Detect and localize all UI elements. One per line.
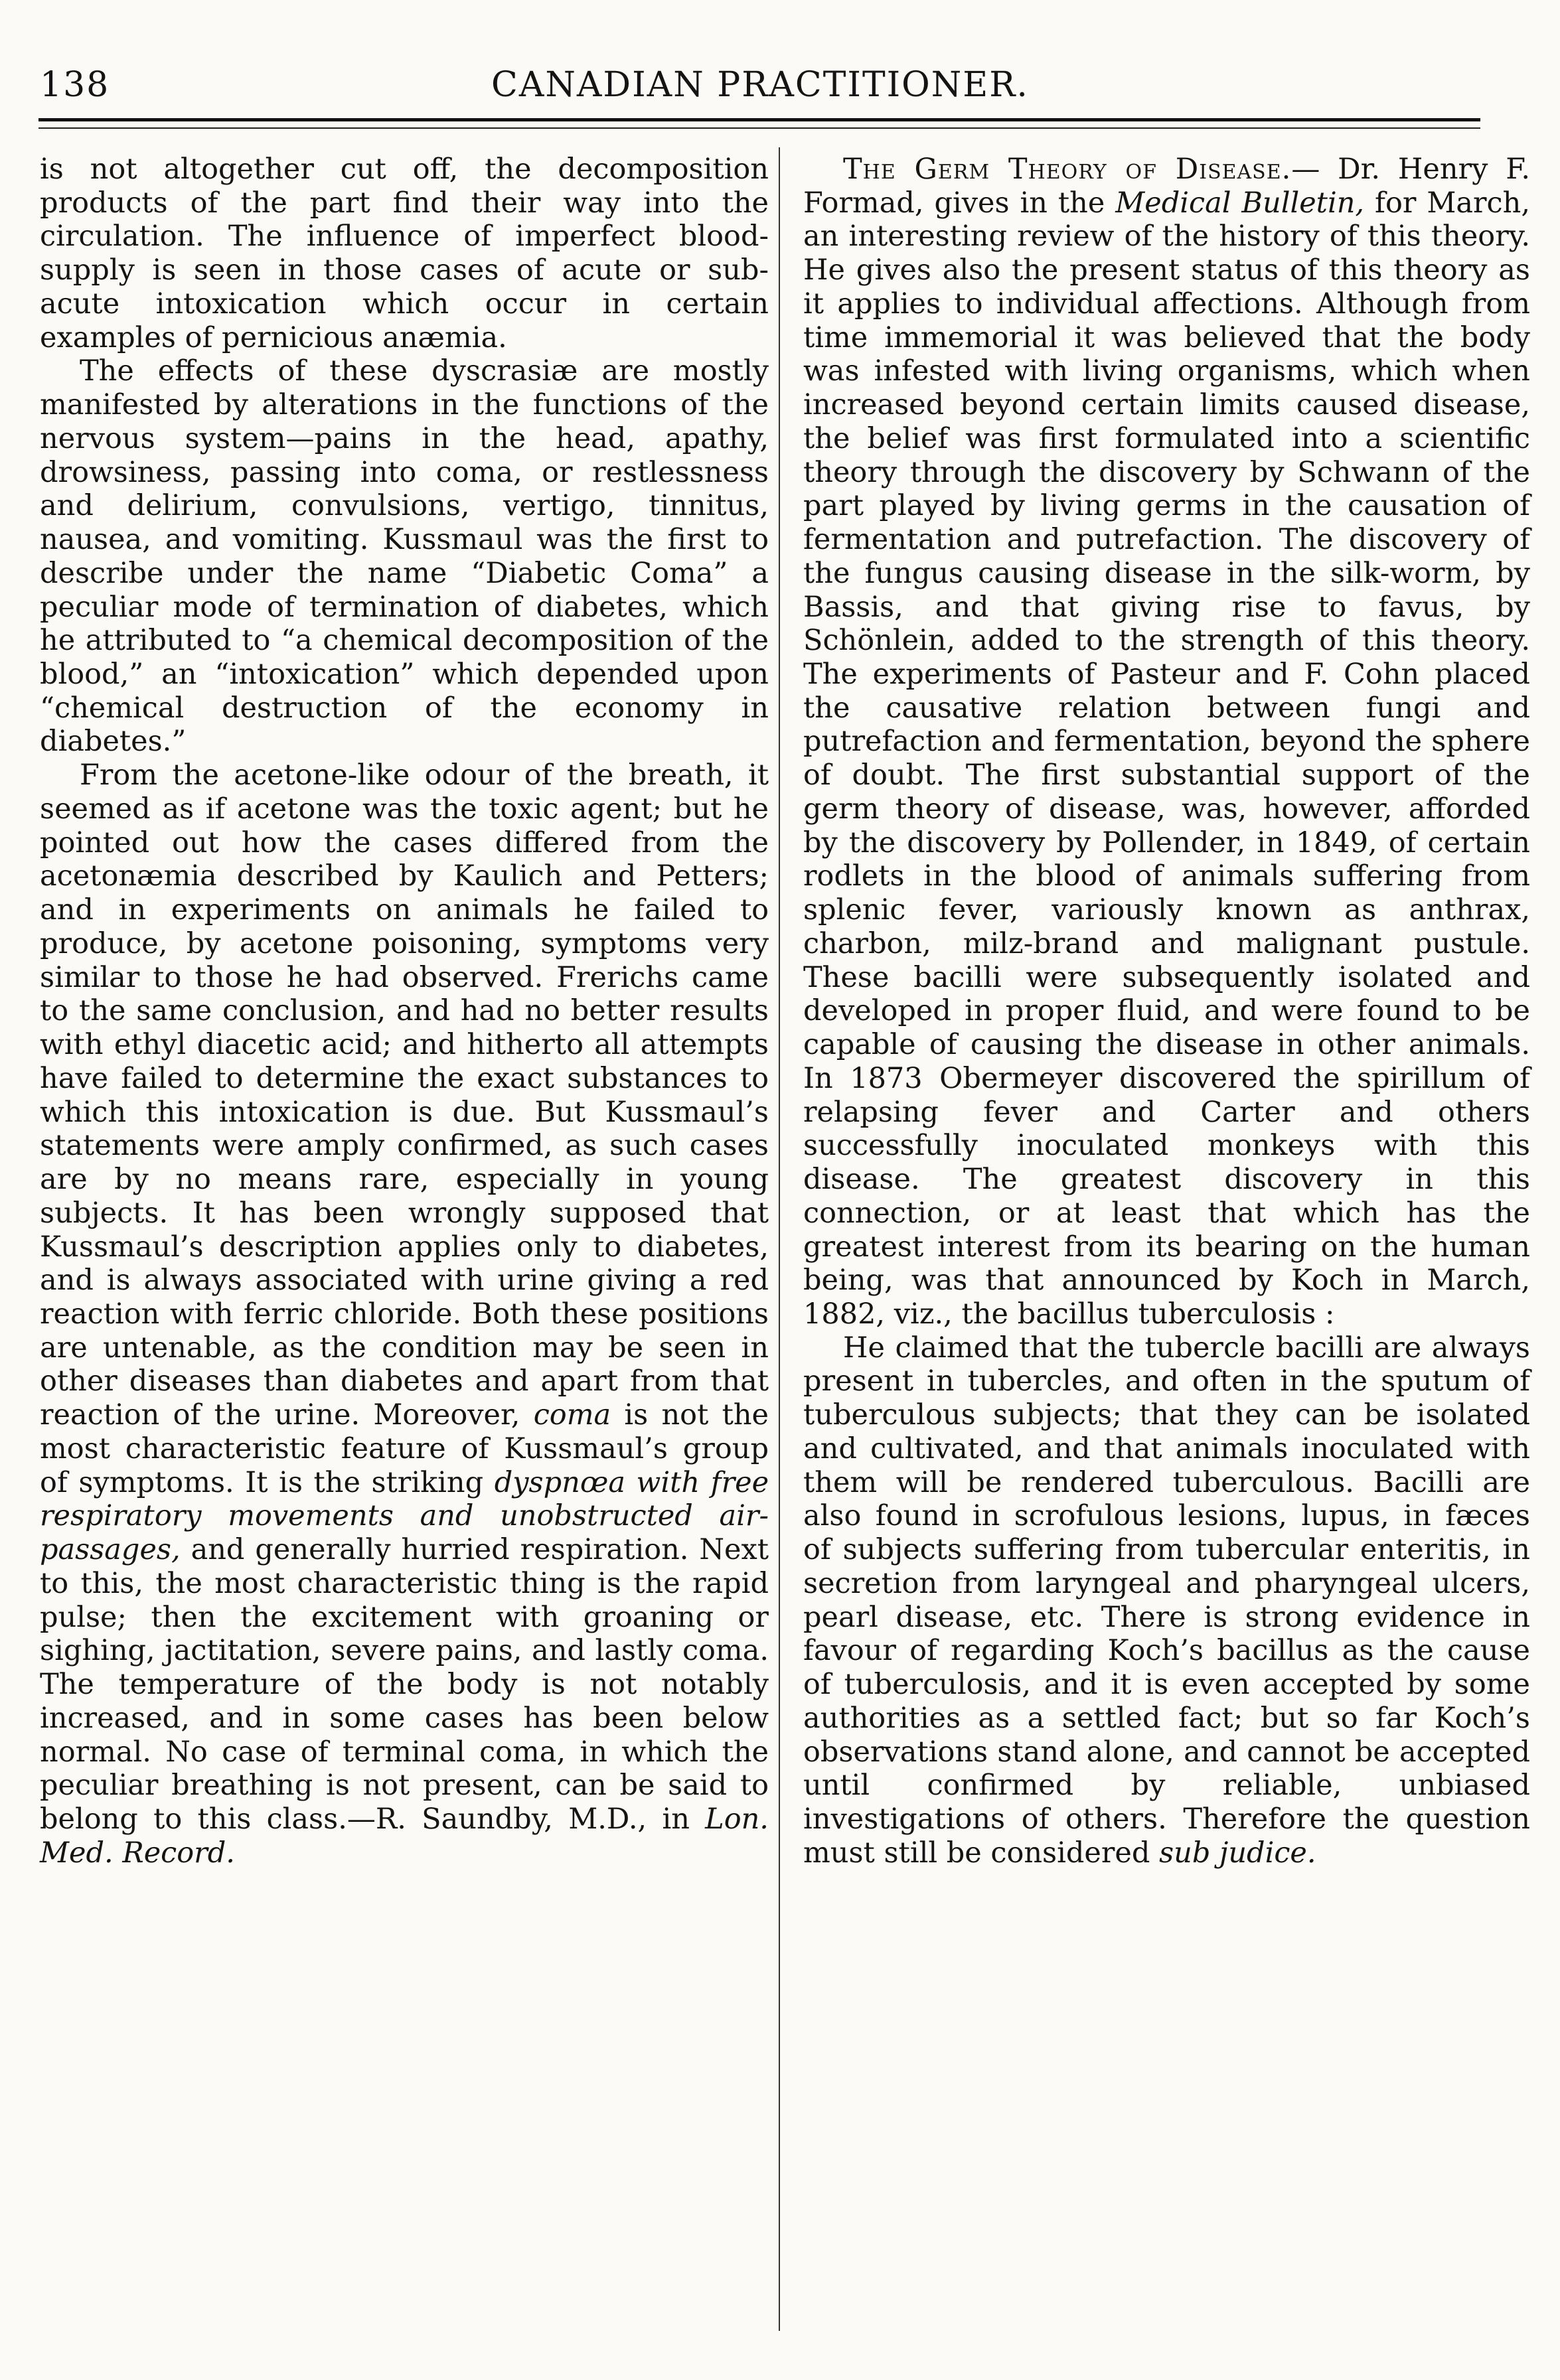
paragraph: He claimed that the tubercle bacilli are always present in tubercles, and often in the sputum of tuberculous subjects; that they can be isolated and cultivated, and that animals inoculated with them will be rendered tuberculous. Bacilli are also found in scrofulous lesions, lupus, in fæces of subjects suffering from tubercular enteritis, in secretion from laryngeal and pharyngeal ulcers, pearl disease, etc. There is strong evidence in favour of regarding Koch’s bacillus as the cause of tuberculosis, and it is even accepted by some authorities as a settled fact; but so far Koch’s observations stand alone, and cannot be accepted until confirmed by reliable, unbiased investigations of others. Therefore the question must still be considered sub judice. (803, 1331, 1530, 1870)
paragraph: From the acetone-like odour of the breath, it seemed as if acetone was the toxic agent; but he pointed out how the cases differed from the acetonæmia described by Kaulich and Petters; and in experiments on animals he failed to produce, by acetone poisoning, symptoms very similar to those he had observed. Frerichs came to the same conclusion, and had no better results with ethyl diacetic acid; and hitherto all attempts have failed to determine the exact substances to which this intoxication is due. But Kussmaul’s statements were amply confirmed, as such cases are by no means rare, especially in young subjects. It has been wrongly supposed that Kussmaul’s description applies only to diabetes, and is always associated with urine giving a red reaction with ferric chloride. Both these positions are untenable, as the condition may be seen in other diseases than diabetes and apart from that reaction of the urine. Moreover, coma is not the most characteristic feature of Kussmaul’s group of symptoms. It is the striking dyspnœa with free respiratory movements and unobstructed air-passages, and generally hurried respiration. Next to this, the most characteristic thing is the rapid pulse; then the excitement with groaning or sighing, jactitation, severe pains, and lastly coma. The temperature of the body is not notably increased, and in some cases has been below normal. No case of terminal coma, in which the peculiar breathing is not present, can be said to belong to this class.—R. Saundby, M.D., in Lon. Med. Record. (40, 759, 769, 1870)
italic-term: coma (533, 1398, 611, 1432)
source-citation: Lon. Med. Record. (40, 1802, 769, 1870)
right-column (803, 153, 1530, 1870)
header-rule-thin (39, 127, 1480, 129)
header-rule-thick (39, 118, 1480, 121)
left-column (40, 153, 769, 1870)
journal-title: CANADIAN PRACTITIONER. (491, 65, 1029, 105)
paragraph: The effects of these dyscrasiæ are mostly manifested by alterations in the functions of the nervous system—pains in the head, apathy, drowsiness, passing into coma, or restlessness and delirium, convulsions, vertigo, tinnitus, nausea, and vomiting. Kussmaul was the first to describe under the name “Diabetic Coma” a peculiar mode of termination of diabetes, which he attributed to “a chemical decomposition of the blood,” an “intoxication” which depended upon “chemical destruction of the economy in diabetes.” (40, 354, 769, 759)
column-divider (779, 147, 780, 2331)
journal-name: Medical Bulletin, (1115, 186, 1365, 220)
page-number: 138 (40, 65, 110, 105)
italic-phrase: dyspnœa with free respiratory movements and unobstructed air-passages, (40, 1465, 769, 1567)
paragraph: The Germ Theory of Disease.— Dr. Henry F. Formad, gives in the Medical Bulletin, for March, an interesting review of the history of this theory. He gives also the present status of this theory as it applies to individual affections. Although from time immemorial it was believed that the body was infested with living organisms, which when increased beyond certain limits caused disease, the belief was first formulated into a scientific theory through the discovery by Schwann of the part played by living germs in the causation of fermentation and putrefaction. The discovery of the fungus causing disease in the silk-worm, by Bassis, and that giving rise to favus, by Schönlein, added to the strength of this theory. The experiments of Pasteur and F. Cohn placed the causative relation between fungi and putrefaction and fermentation, beyond the sphere of doubt. The first substantial support of the germ theory of disease, was, however, afforded by the discovery by Pollender, in 1849, of certain rodlets in the blood of animals suffering from splenic fever, variously known as anthrax, charbon, milz-brand and malignant pustule. These bacilli were subsequently isolated and developed in proper fluid, and were found to be capable of causing the disease in other animals. In 1873 Obermeyer discovered the spirillum of relapsing fever and Carter and others successfully inoculated monkeys with this disease. The greatest discovery in this connection, or at least that which has the greatest interest from its bearing on the human being, was that announced by Koch in March, 1882, viz., the bacillus tuberculosis : (803, 153, 1531, 1331)
paragraph: is not altogether cut off, the decomposition products of the part find their way into the circulation. The influence of imperfect blood-supply is seen in those cases of acute or sub-acute intoxication which occur in certain examples of pernicious anæmia. (40, 153, 769, 354)
italic-phrase: sub judice. (1159, 1836, 1316, 1870)
article-heading: The Germ Theory of Disease. (843, 153, 1292, 186)
running-head (40, 65, 1480, 112)
